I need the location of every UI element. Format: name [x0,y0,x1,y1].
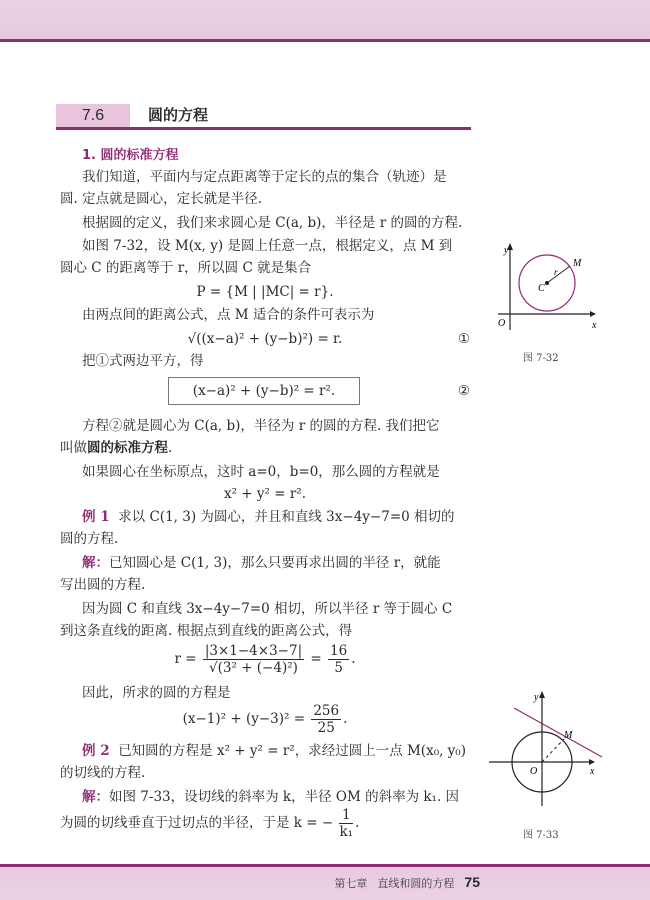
equation-2-box: (x−a)² + (y−b)² = r². [168,377,360,405]
numerator: 256 [313,703,340,719]
text: r = [174,651,197,667]
equation-1: √((x−a)² + (y−b)²) = r. [187,331,343,347]
text: 为圆的切线垂直于过切点的半径，于是 k = − [60,815,334,831]
equation-3: x² + y² = r². [223,486,306,502]
page-number: 75 [464,874,480,890]
center-label: C [538,283,545,294]
paragraph-line: 方程②就是圆心为 C(a, b)，半径为 r 的圆的方程. 我们把它 [82,418,440,434]
text: (x−1)² + (y−3)² = [182,711,306,727]
x-arrow-icon [589,759,595,765]
text: 已知圆心是 C(1, 3)，那么只要再求出圆的半径 r，就能 [109,555,441,571]
paragraph-line: 我们知道，平面内与定点距离等于定长的点的集合（轨迹）是 [82,169,447,185]
text: 如图 7-33，设切线的斜率为 k，半径 OM 的斜率为 k₁. 因 [109,789,460,805]
equation-1-number: ① [457,331,470,347]
footer-chapter: 第七章 [334,878,368,890]
paragraph-line: 到这条直线的距离. 根据点到直线的距离公式，得 [60,623,353,639]
equation-2-number: ② [457,383,470,399]
origin-label: O [498,318,506,329]
section-title: 圆的方程 [148,106,209,124]
paragraph-line [60,438,172,460]
section-header [56,104,471,130]
text: 已知圆的方程是 x² + y² = r²，求经过圆上一点 M(x₀, y₀) [118,743,466,759]
paragraph-line [60,807,359,840]
center-point [545,281,549,285]
figure-7-33-caption: 图 7-33 [523,830,559,841]
set-formula: P = {M | |MC| = r}. [196,284,334,300]
solution-1-line [82,553,441,575]
denominator: k₁ [339,824,354,840]
tangent-line [514,708,602,757]
x-label: x [590,766,595,777]
page-footer [334,874,480,891]
x-label: x [592,320,597,331]
point-label: M [564,730,573,741]
text: . [168,440,173,456]
subheading: 1. 圆的标准方程 [82,148,179,163]
equation-4 [60,703,470,736]
paragraph-line: 圆的方程. [60,531,119,547]
paragraph-line: 因此，所求的圆的方程是 [82,685,231,701]
footer-chapter-title: 直线和圆的方程 [377,878,455,890]
figure-7-32-caption: 图 7-32 [523,353,559,364]
text: 求以 C(1, 3) 为圆心，并且和直线 3x−4y−7=0 相切的 [118,509,455,525]
bottom-decorative-band [0,864,650,900]
y-label: y [504,245,509,256]
fraction [339,807,353,840]
example-label: 例 2 [82,743,110,759]
fraction [203,643,304,676]
key-term: 圆的标准方程 [87,440,168,456]
origin-label: O [530,766,538,777]
denominator: 5 [334,660,343,676]
figure-7-33-diagram [484,688,604,808]
paragraph-line: 如果圆心在坐标原点，这时 a=0，b=0，那么圆的方程就是 [82,464,440,480]
numerator: 1 [339,807,353,824]
figure-7-32-diagram [490,240,600,335]
numerator: 16 [330,643,348,659]
paragraph-line: 由两点间的距离公式，点 M 适合的条件可表示为 [82,307,375,323]
paragraph-line: 把①式两边平方，得 [82,353,204,369]
y-label: y [534,692,539,703]
text: . [343,711,348,727]
denominator: 25 [317,720,335,736]
example-2-line [82,741,466,763]
solution-label: 解： [82,555,109,571]
text: . [355,815,360,831]
top-decorative-band [0,0,650,42]
paragraph-line: 的切线的方程. [60,765,146,781]
paragraph-line: 圆心 C 的距离等于 r，所以圆 C 就是集合 [60,260,312,276]
point-label: M [573,258,582,269]
radius-label: r [554,267,558,277]
denominator: √(3² + (−4)²) [209,660,298,676]
paragraph-line: 根据圆的定义，我们来求圆心是 C(a, b)，半径是 r 的圆的方程. [82,215,463,231]
text: = [310,651,322,667]
text: . [351,651,356,667]
example-1-line [82,507,455,529]
paragraph-line: 写出圆的方程. [60,577,146,593]
text: 叫做 [60,440,87,456]
section-number: 7.6 [56,104,130,127]
radius-om-dashed [542,739,564,762]
fraction [328,643,349,676]
paragraph-line: 因为圆 C 和直线 3x−4y−7=0 相切，所以半径 r 等于圆心 C [82,601,453,617]
numerator: |3×1−4×3−7| [204,643,303,659]
x-arrow-icon [590,311,596,317]
radius-line [547,266,570,283]
fraction [311,703,341,736]
paragraph-line: 如图 7-32，设 M(x, y) 是圆上任意一点，根据定义，点 M 到 [82,238,453,254]
y-arrow-icon [539,691,545,698]
solution-2-line [82,787,459,809]
paragraph-line: 圆. 定点就是圆心，定长就是半径. [60,191,262,207]
radius-formula [60,643,470,676]
solution-label: 解： [82,789,109,805]
example-label: 例 1 [82,509,110,525]
